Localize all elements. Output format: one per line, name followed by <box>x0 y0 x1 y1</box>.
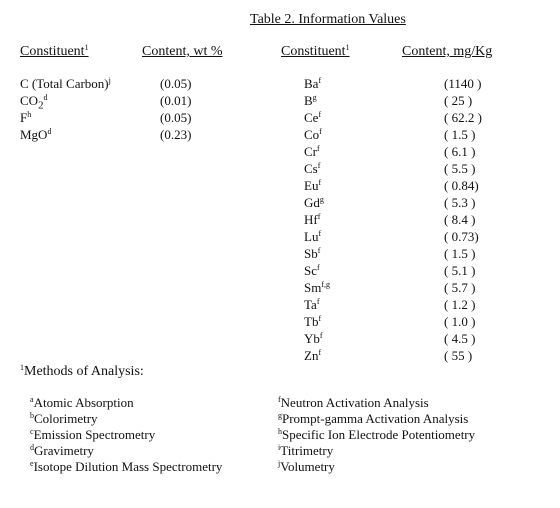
method-name: Prompt-gamma Activation Analysis <box>282 411 469 426</box>
methods-right-list <box>278 395 475 475</box>
content-value: (0.05) <box>160 76 192 91</box>
method-item <box>30 395 222 411</box>
constituent-cell <box>300 110 444 127</box>
table-row <box>300 263 524 280</box>
content-value: ( 25 ) <box>444 93 473 108</box>
method-item <box>278 411 475 427</box>
method-item <box>278 395 475 411</box>
table-row <box>300 76 524 93</box>
constituent-superscript: g <box>319 195 324 204</box>
method-name: Emission Spectrometry <box>33 427 156 442</box>
constituent-superscript: g <box>312 93 317 102</box>
constituent-name: MgO <box>20 127 48 142</box>
left-table <box>20 76 240 144</box>
right-header-constituent-label: Constituent <box>281 44 346 59</box>
constituent-cell <box>300 297 444 314</box>
table-row <box>300 314 524 331</box>
constituent-superscript: f <box>319 331 323 340</box>
constituent-name: Eu <box>304 178 319 193</box>
constituent-cell <box>300 246 444 263</box>
method-superscript: j <box>278 459 281 468</box>
constituent-cell <box>300 144 444 161</box>
method-superscript: d <box>30 443 34 452</box>
table-title: Table 2. Information Values <box>250 12 406 27</box>
left-header-constituent <box>20 44 89 60</box>
table-row <box>300 161 524 178</box>
constituent-superscript: h <box>27 110 32 119</box>
content-value: ( 55 ) <box>444 348 473 363</box>
constituent-subscript: 2 <box>38 99 44 112</box>
table-row <box>300 144 524 161</box>
right-header-content: Content, mg/Kg <box>402 44 493 59</box>
constituent-name: C (Total Carbon) <box>20 76 109 91</box>
constituent-name: Ta <box>304 297 317 312</box>
constituent-name: Lu <box>304 229 319 244</box>
content-value: (1140 ) <box>444 76 482 91</box>
constituent-name: Ce <box>304 110 319 125</box>
constituent-cell <box>300 195 444 212</box>
constituent-cell <box>300 314 444 331</box>
table-row <box>300 178 524 195</box>
constituent-superscript: f <box>318 229 322 238</box>
content-value: ( 0.84) <box>444 178 479 193</box>
constituent-name: F <box>20 110 28 125</box>
right-header-constituent-sup: 1 <box>345 43 350 52</box>
content-value: ( 8.4 ) <box>444 212 476 227</box>
table-row <box>300 297 524 314</box>
methods-title <box>20 364 144 380</box>
method-item <box>30 411 222 427</box>
left-header-constituent-sup: 1 <box>84 43 89 52</box>
constituent-name: Gd <box>304 195 320 210</box>
method-name: Colorimetry <box>34 411 98 426</box>
constituent-cell <box>300 127 444 144</box>
content-value: ( 62.2 ) <box>444 110 482 125</box>
method-superscript: f <box>278 395 281 404</box>
table-row <box>300 280 524 297</box>
constituent-cell <box>300 229 444 246</box>
table-row <box>20 93 240 110</box>
table-row <box>300 246 524 263</box>
method-superscript: e <box>30 459 34 468</box>
method-item <box>278 443 475 459</box>
method-item <box>278 427 475 443</box>
constituent-cell <box>300 263 444 280</box>
constituent-name: Ba <box>304 76 319 91</box>
constituent-name: Co <box>304 127 320 142</box>
constituent-cell <box>300 331 444 348</box>
constituent-cell <box>300 93 444 110</box>
content-value: ( 1.5 ) <box>444 246 476 261</box>
left-header-constituent-label: Constituent <box>20 44 85 59</box>
constituent-cell <box>20 110 160 127</box>
method-name: Neutron Activation Analysis <box>280 395 429 410</box>
constituent-superscript: d <box>43 93 48 102</box>
method-item <box>278 459 475 475</box>
content-value: ( 5.3 ) <box>444 195 476 210</box>
methods-title-label: Methods of Analysis: <box>24 364 144 379</box>
constituent-cell <box>20 127 160 144</box>
table-row <box>300 127 524 144</box>
table-row <box>20 110 240 127</box>
table-row <box>300 229 524 246</box>
table-row <box>20 127 240 144</box>
left-header-content: Content, wt % <box>142 44 223 59</box>
constituent-superscript: j <box>108 76 111 85</box>
constituent-name: Tb <box>304 314 319 329</box>
constituent-cell <box>300 178 444 195</box>
constituent-cell <box>20 93 160 110</box>
constituent-superscript: f,g <box>321 280 331 289</box>
constituent-name: Sm <box>304 280 322 295</box>
constituent-superscript: f <box>317 144 320 153</box>
right-header-constituent <box>281 44 350 60</box>
constituent-cell <box>300 161 444 178</box>
constituent-name: Sc <box>304 263 317 278</box>
content-value: (0.01) <box>160 93 192 108</box>
method-item <box>30 459 222 475</box>
method-item <box>30 427 222 443</box>
constituent-name: B <box>304 93 313 108</box>
method-superscript: i <box>278 443 281 452</box>
content-value: ( 0.73) <box>444 229 479 244</box>
content-value: ( 6.1 ) <box>444 144 476 159</box>
constituent-superscript: f <box>318 110 322 119</box>
content-value: ( 5.7 ) <box>444 280 476 295</box>
constituent-cell <box>300 212 444 229</box>
constituent-name: Hf <box>304 212 318 227</box>
constituent-name: Cr <box>304 144 317 159</box>
constituent-cell <box>300 280 444 297</box>
methods-title-sup: 1 <box>20 363 24 372</box>
table-row <box>20 76 240 93</box>
method-name: Titrimetry <box>280 443 334 458</box>
constituent-superscript: f <box>317 246 321 255</box>
constituent-superscript: f <box>317 263 320 272</box>
constituent-superscript: f <box>318 314 322 323</box>
content-value: (0.23) <box>160 127 192 142</box>
table-row <box>300 195 524 212</box>
constituent-superscript: f <box>318 178 322 187</box>
method-name: Specific Ion Electrode Potentiometry <box>282 427 476 442</box>
table-row <box>300 110 524 127</box>
constituent-cell <box>300 76 444 93</box>
method-superscript: h <box>278 427 282 436</box>
method-name: Isotope Dilution Mass Spectrometry <box>33 459 223 474</box>
constituent-superscript: f <box>317 161 321 170</box>
constituent-superscript: f <box>319 127 322 136</box>
constituent-cell <box>20 76 160 93</box>
content-value: ( 1.5 ) <box>444 127 476 142</box>
content-value: ( 1.2 ) <box>444 297 476 312</box>
constituent-name: CO <box>20 93 39 108</box>
table-row <box>300 93 524 110</box>
constituent-name: Cs <box>304 161 318 176</box>
content-value: ( 5.5 ) <box>444 161 476 176</box>
method-name: Gravimetry <box>34 443 94 458</box>
constituent-cell <box>300 348 444 365</box>
method-name: Atomic Absorption <box>33 395 134 410</box>
constituent-superscript: d <box>47 127 52 136</box>
method-name: Volumetry <box>280 459 335 474</box>
table-row <box>300 331 524 348</box>
constituent-name: Zn <box>304 348 319 363</box>
constituent-superscript: f <box>318 348 322 357</box>
table-row <box>300 348 524 365</box>
constituent-name: Yb <box>304 331 320 346</box>
method-superscript: c <box>30 427 34 436</box>
content-value: ( 5.1 ) <box>444 263 476 278</box>
content-value: ( 1.0 ) <box>444 314 476 329</box>
table-row <box>300 212 524 229</box>
constituent-superscript: f <box>318 76 322 85</box>
constituent-superscript: f <box>317 212 321 221</box>
method-superscript: a <box>30 395 34 404</box>
method-superscript: g <box>278 411 282 420</box>
content-value: ( 4.5 ) <box>444 331 476 346</box>
constituent-name: Sb <box>304 246 318 261</box>
constituent-superscript: f <box>316 297 320 306</box>
method-superscript: b <box>30 411 34 420</box>
method-item <box>30 443 222 459</box>
right-table <box>300 76 524 365</box>
content-value: (0.05) <box>160 110 192 125</box>
methods-left-list <box>30 395 222 475</box>
